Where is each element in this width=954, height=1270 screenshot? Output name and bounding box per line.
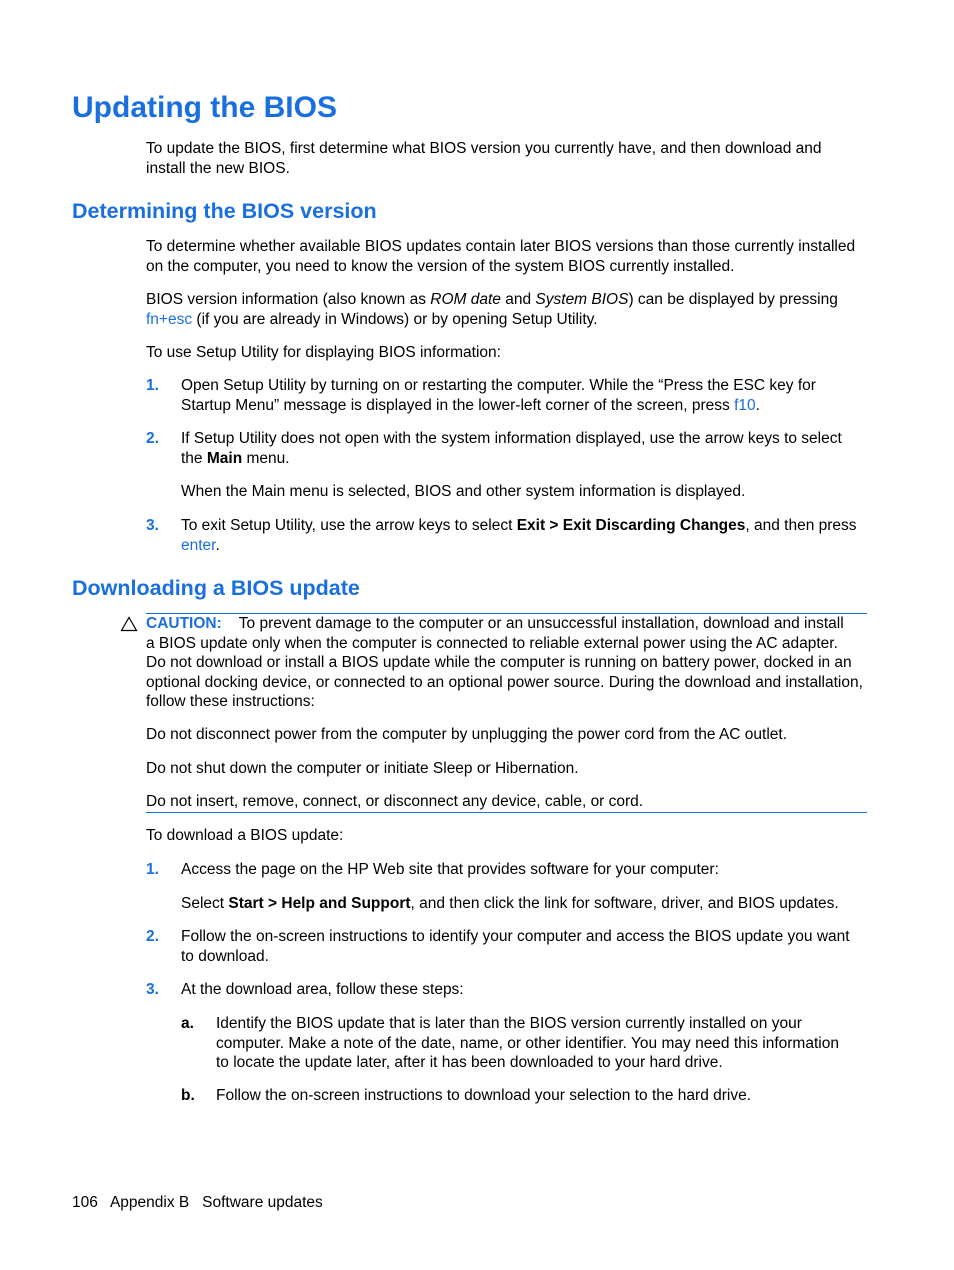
caution-line: Do not download or install a BIOS update while the computer is running on battery power, docked in an	[146, 654, 852, 671]
text: Select	[181, 895, 229, 912]
step-line	[181, 536, 871, 556]
text: To exit Setup Utility, use the arrow keys to select	[181, 517, 517, 534]
text: menu.	[242, 449, 290, 467]
step-number: 3.	[146, 981, 159, 998]
step-line: Follow the on-screen instructions to identify your computer and access the BIOS update you want	[181, 928, 850, 945]
footer-chapter: Software updates	[202, 1194, 323, 1211]
text: Startup Menu” message is displayed in the lower-left corner of the screen, press	[181, 396, 735, 414]
paragraph-line	[146, 310, 868, 330]
substep-a-text	[216, 1014, 871, 1073]
step-2-note: When the Main menu is selected, BIOS and other system information is displayed.	[181, 483, 746, 500]
text: and	[500, 291, 536, 308]
page-number: 106	[72, 1194, 98, 1211]
substep-letter: b.	[181, 1087, 195, 1104]
paragraph-line: To determine whether available BIOS updates contain later BIOS versions than those currently installed	[146, 238, 856, 255]
caution-triangle-icon	[120, 616, 138, 632]
step-line: If Setup Utility does not open with the system information displayed, use the arrow keys to select	[181, 430, 842, 447]
download-step-2-text	[181, 927, 871, 966]
footer-appendix: Appendix B	[109, 1194, 190, 1211]
download-lead: To download a BIOS update:	[146, 827, 344, 844]
step-number: 1.	[146, 377, 159, 394]
key-f10: f10	[734, 396, 756, 414]
caution-instruction-1: Do not disconnect power from the computer by unplugging the power cord from the AC outlet.	[146, 726, 788, 743]
step-line	[181, 449, 871, 469]
caution-line	[146, 614, 868, 634]
text: , and then click the link for software, driver, and BIOS updates.	[410, 895, 839, 912]
step-3-text	[181, 516, 871, 555]
download-step-3-text: At the download area, follow these steps:	[181, 981, 464, 998]
intro-line-2: install the new BIOS.	[146, 159, 290, 177]
step-number: 2.	[146, 430, 159, 447]
caution-paragraph	[146, 614, 868, 712]
section-heading-download: Downloading a BIOS update	[72, 576, 360, 600]
substep-b-text: Follow the on-screen instructions to download your selection to the hard drive.	[216, 1087, 752, 1104]
text: ) can be displayed by pressing	[628, 291, 838, 308]
bios-version-paragraph-2	[146, 290, 868, 329]
system-bios-term: System BIOS	[535, 291, 629, 308]
rom-date-term: ROM date	[430, 291, 501, 308]
step-number: 1.	[146, 861, 159, 878]
intro-paragraph	[146, 139, 868, 178]
caution-line: optional docking device, or connected to an optional power source. During the download and installation,	[146, 673, 863, 691]
download-step-1-note	[181, 894, 871, 914]
substep-line: Identify the BIOS update that is later than the BIOS version currently installed on your	[216, 1015, 802, 1032]
text: (if you are already in Windows) or by opening Setup Utility.	[192, 310, 598, 328]
caution-instruction-2: Do not shut down the computer or initiate Sleep or Hibernation.	[146, 760, 579, 777]
main-menu-term: Main	[206, 449, 243, 467]
substep-line: to locate the update later, after it has been downloaded to your hard drive.	[216, 1054, 723, 1071]
step-number: 3.	[146, 517, 159, 534]
page-title: Updating the BIOS	[72, 91, 337, 124]
step-number: 2.	[146, 928, 159, 945]
step-line: to download.	[181, 947, 269, 965]
text: , and then press	[745, 517, 857, 534]
page-footer	[72, 1193, 323, 1213]
step-line: Open Setup Utility by turning on or restarting the computer. While the “Press the ESC key for	[181, 377, 816, 394]
text: .	[755, 396, 760, 414]
section-heading-bios-version: Determining the BIOS version	[72, 199, 377, 223]
text: To prevent damage to the computer or an unsuccessful installation, download and install	[238, 615, 844, 632]
paragraph-line	[146, 290, 868, 310]
paragraph-line: on the computer, you need to know the version of the system BIOS currently installed.	[146, 257, 735, 275]
setup-utility-lead: To use Setup Utility for displaying BIOS information:	[146, 344, 501, 361]
caution-label: CAUTION:	[146, 615, 222, 632]
caution-line: a BIOS update only when the computer is connected to reliable external power using the AC adapter.	[146, 634, 838, 652]
text: the	[181, 449, 207, 467]
bios-version-paragraph-1	[146, 237, 868, 276]
key-fn-esc: fn+esc	[146, 310, 193, 328]
caution-instruction-3: Do not insert, remove, connect, or disconnect any device, cable, or cord.	[146, 793, 644, 810]
step-1-text	[181, 376, 871, 415]
start-help-support-term: Start > Help and Support	[228, 895, 411, 912]
substep-line: computer. Make a note of the date, name, or other identifier. You may need this information	[216, 1034, 839, 1052]
key-enter: enter	[181, 536, 216, 554]
intro-line-1: To update the BIOS, first determine what BIOS version you currently have, and then download and	[146, 140, 822, 157]
text: BIOS version information (also known as	[146, 291, 431, 308]
step-2-text	[181, 429, 871, 468]
step-line	[181, 396, 871, 416]
exit-discarding-changes-term: Exit > Exit Discarding Changes	[516, 517, 746, 534]
caution-bottom-rule	[146, 812, 867, 813]
text: .	[215, 536, 220, 554]
caution-line: follow these instructions:	[146, 693, 315, 710]
step-line	[181, 516, 871, 536]
substep-letter: a.	[181, 1015, 194, 1032]
download-step-1-text: Access the page on the HP Web site that provides software for your computer:	[181, 861, 719, 878]
